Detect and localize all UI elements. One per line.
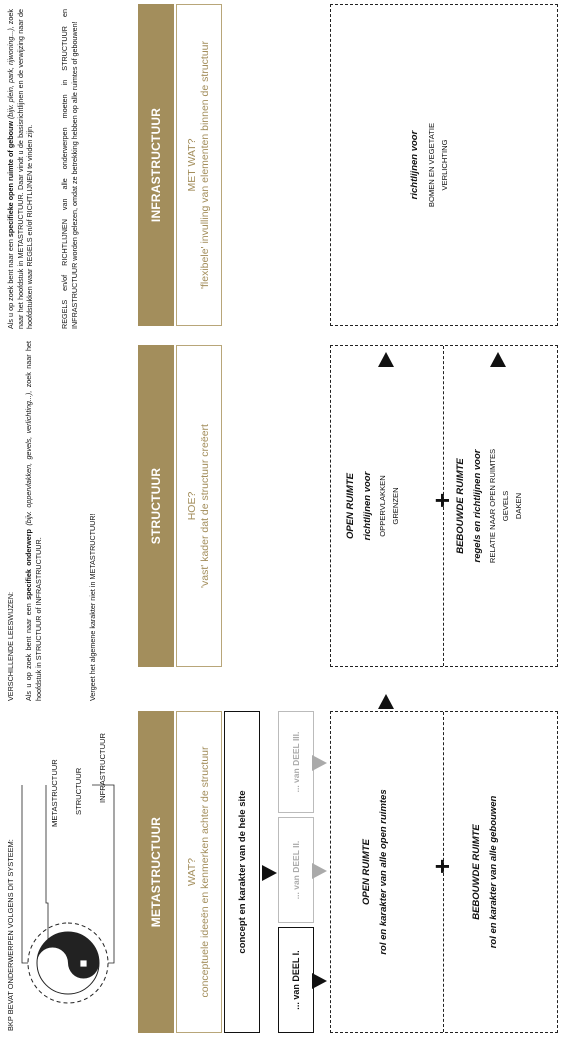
meta-open-sub: rol en karakter van alle open ruimtes	[378, 789, 389, 955]
struct-bebouwd-item: DAKEN	[513, 492, 523, 520]
infrastructuur-content	[330, 4, 558, 326]
metastructuur-content	[330, 711, 558, 1033]
metastructuur-description: WAT? conceptuele ideeën en kenmerken achter de structuur	[176, 711, 222, 1033]
deel-1-box: ... van DEEL I.	[278, 927, 314, 1033]
yin-yang-icon	[18, 775, 118, 1015]
infrastructuur-header: INFRASTRUCTUUR	[138, 4, 174, 326]
arrow-deel-2	[312, 863, 327, 879]
reading-heading: VERSCHILLENDE LEESWIJZEN:	[6, 591, 15, 701]
plus-icon: +	[427, 858, 457, 874]
struct-bebouwd-sub: regels en richtlijnen voor	[472, 449, 483, 563]
reading-paragraph-4: REGELS en/of RICHTLIJNEN van alle onderwerpen moeten in STRUCTUUR en INFRASTRUCTUUR worden gelezen, omdat ze betrekking hebben op alle ruimtes of gebouwen!	[60, 9, 79, 329]
arrow-concept-deel	[262, 865, 277, 881]
arrow-meta-struct-open	[378, 694, 394, 709]
structuur-description: HOE? 'vast' kader dat de structuur creëert	[176, 345, 222, 667]
deel-3-box: ... van DEEL III.	[278, 711, 314, 813]
system-title: BKP BEVAT ONDERWERPEN VOLGENS DIT SYSTEEM:	[6, 839, 15, 1031]
struct-open-sub: richtlijnen voor	[362, 471, 373, 541]
reading-paragraph-1: Als u op zoek bent naar een specifiek onderwerp (bijv. oppervlakken, gevels, verlichting...), zoek naar het hoofdstuk in STRUCTUUR of INFRASTRUCTUUR.	[24, 341, 43, 701]
metastructuur-header: METASTRUCTUUR	[138, 711, 174, 1033]
reading-paragraph-2: Vergeet het algemene karakter niet in METASTRUCTUUR!	[88, 513, 97, 701]
concept-box: concept en karakter van de hele site	[224, 711, 260, 1033]
arrow-deel-1	[312, 973, 327, 989]
struct-open-item: GRENZEN	[390, 487, 400, 525]
deel-2-box: ... van DEEL II.	[278, 817, 314, 923]
meta-bebouwd-sub: rol en karakter van alle gebouwen	[488, 795, 499, 949]
legend-structuur: STRUCTUUR	[74, 767, 83, 815]
meta-bebouwd-title: BEBOUWDE RUIMTE	[471, 824, 482, 920]
infra-sub: richtlijnen voor	[409, 130, 420, 200]
legend-infrastructuur: INFRASTRUCTUUR	[98, 732, 107, 803]
infra-item: VERLICHTING	[439, 139, 449, 191]
flow-arrows	[255, 0, 335, 1039]
legend-metastructuur: METASTRUCTUUR	[50, 759, 59, 827]
meta-open-title: OPEN RUIMTE	[361, 839, 372, 905]
structuur-header: STRUCTUUR	[138, 345, 174, 667]
reading-paragraph-3: Als u op zoek bent naar een specifieke open ruimte of gebouw (bijv. plein, park, rijwoning...), zoek naar het hoofdstuk in METASTRUCTUUR. Daar vindt u de basisrichtlijnen en de verwijzing naar de hoofdstukken waar REGELS en/of RICHTLIJNEN te vinden zijn.	[6, 9, 34, 329]
arrow-deel-3	[312, 755, 327, 771]
structuur-content	[330, 345, 558, 667]
struct-open-title: OPEN RUIMTE	[345, 473, 356, 539]
infrastructuur-description: MET WAT? 'flexibele' invulling van elementen binnen de structuur	[176, 4, 222, 326]
struct-bebouwd-item: GEVELS	[500, 490, 510, 522]
plus-icon: +	[427, 492, 457, 508]
struct-bebouwd-item: RELATIE NAAR OPEN RUIMTES	[488, 448, 497, 564]
struct-bebouwd-title: BEBOUWDE RUIMTE	[455, 458, 466, 554]
struct-open-item: OPPERVLAKKEN	[378, 475, 387, 537]
infra-item: BOMEN EN VEGETATIE	[427, 122, 436, 208]
